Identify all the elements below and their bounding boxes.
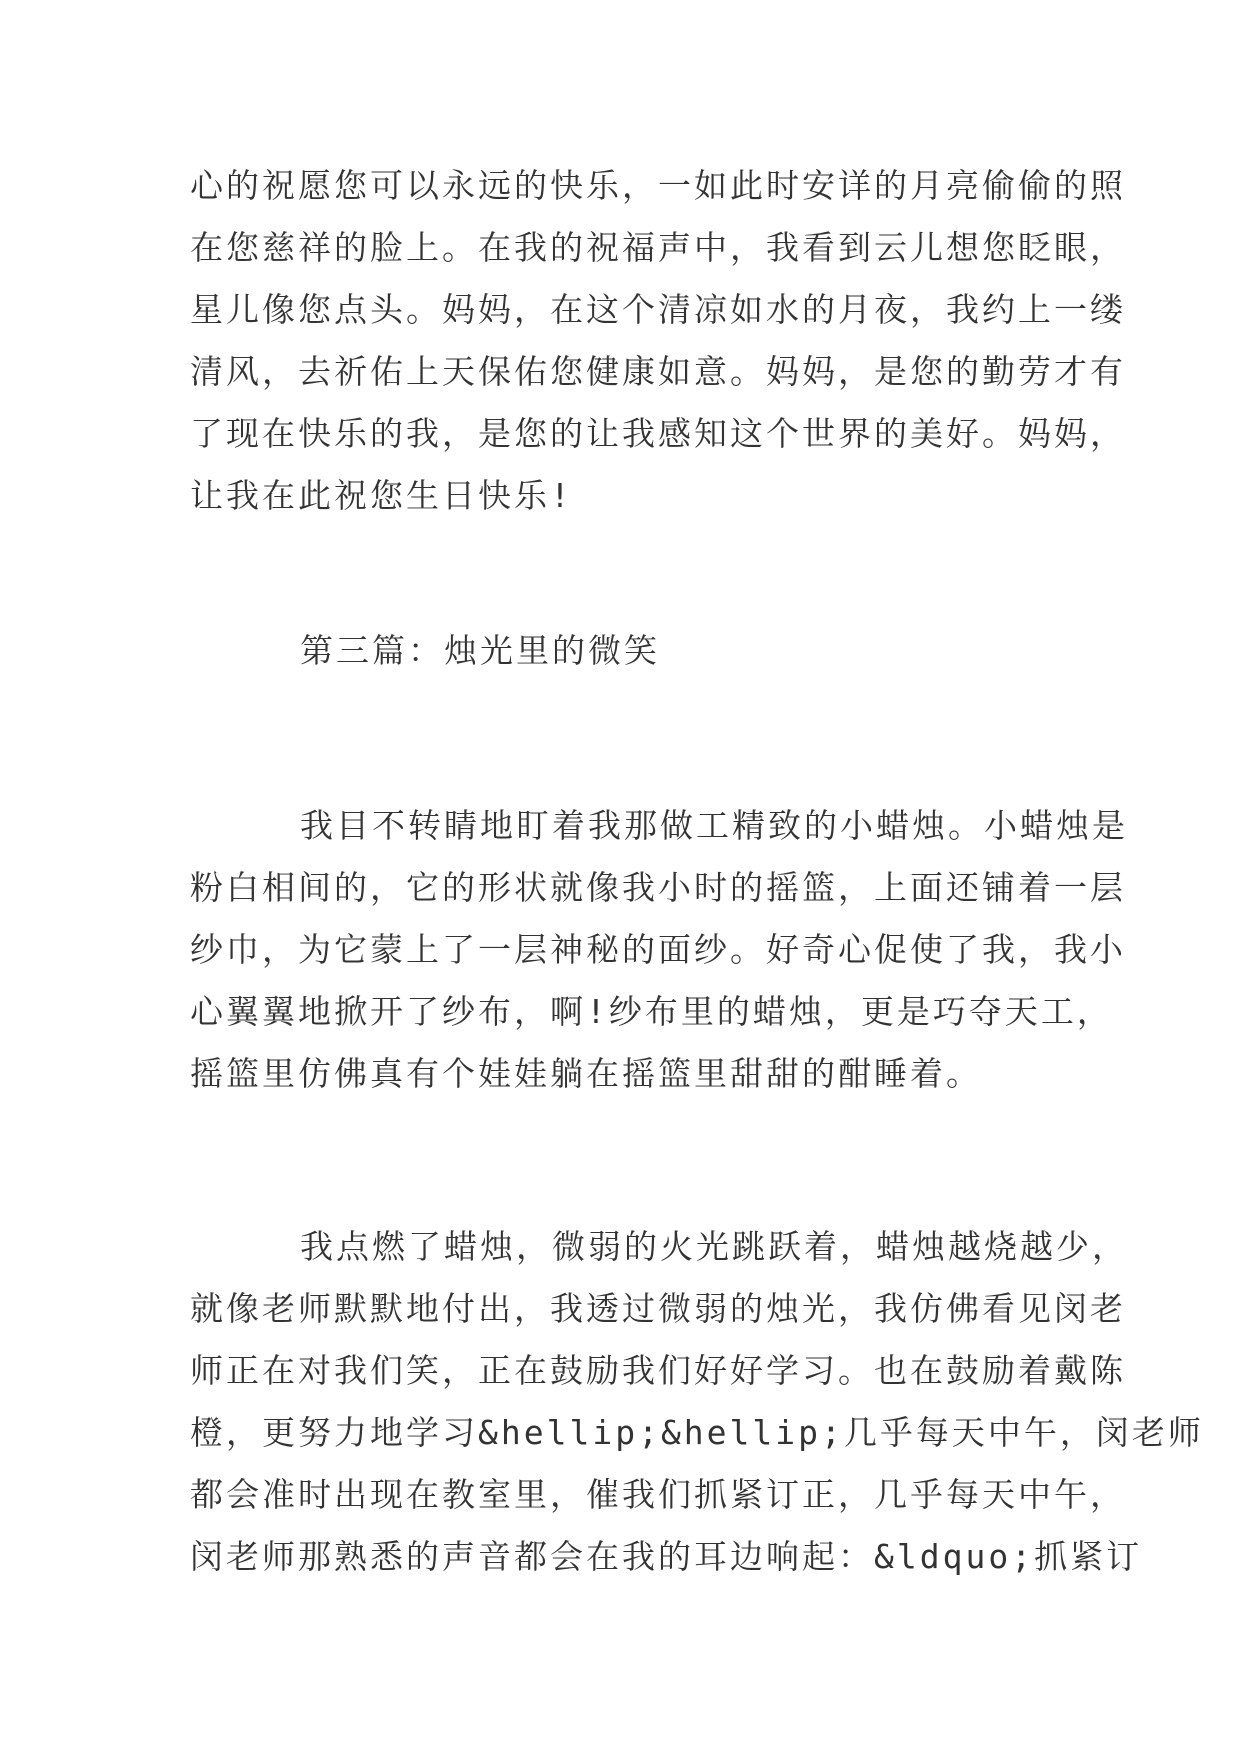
paragraph-line: 纱巾，为它蒙上了一层神秘的面纱。好奇心促使了我，我小 (190, 930, 1126, 969)
paragraph-line: 都会准时出现在教室里，催我们抓紧订正，几乎每天中午， (190, 1475, 1126, 1514)
paragraph-line: 让我在此祝您生日快乐! (190, 476, 573, 515)
paragraph-line: 心的祝愿您可以永远的快乐，一如此时安详的月亮偷偷的照 (190, 166, 1126, 205)
paragraph-line: 清风，去祈佑上天保佑您健康如意。妈妈，是您的勤劳才有 (190, 352, 1126, 391)
paragraph-line: 摇篮里仿佛真有个娃娃躺在摇篮里甜甜的酣睡着。 (190, 1054, 982, 1093)
paragraph-line: 我目不转睛地盯着我那做工精致的小蜡烛。小蜡烛是 (300, 806, 1128, 845)
paragraph-line: 我点燃了蜡烛，微弱的火光跳跃着，蜡烛越烧越少， (300, 1227, 1128, 1266)
paragraph-line: 就像老师默默地付出，我透过微弱的烛光，我仿佛看见闵老 (190, 1289, 1126, 1328)
section-heading: 第三篇：烛光里的微笑 (300, 631, 660, 670)
paragraph-line: 心翼翼地掀开了纱布，啊!纱布里的蜡烛，更是巧夺天工， (190, 992, 1113, 1031)
paragraph-line: 橙，更努力地学习&hellip;&hellip;几乎每天中午，闵老师 (190, 1413, 1204, 1452)
paragraph-line: 星儿像您点头。妈妈，在这个清凉如水的月夜，我约上一缕 (190, 290, 1126, 329)
paragraph-line: 在您慈祥的脸上。在我的祝福声中，我看到云儿想您眨眼， (190, 228, 1126, 267)
paragraph-line: 师正在对我们笑，正在鼓励我们好好学习。也在鼓励着戴陈 (190, 1351, 1126, 1390)
paragraph-line: 了现在快乐的我，是您的让我感知这个世界的美好。妈妈， (190, 414, 1126, 453)
paragraph-line: 闵老师那熟悉的声音都会在我的耳边响起：&ldquo;抓紧订 (190, 1537, 1143, 1576)
paragraph-line: 粉白相间的，它的形状就像我小时的摇篮，上面还铺着一层 (190, 868, 1126, 907)
